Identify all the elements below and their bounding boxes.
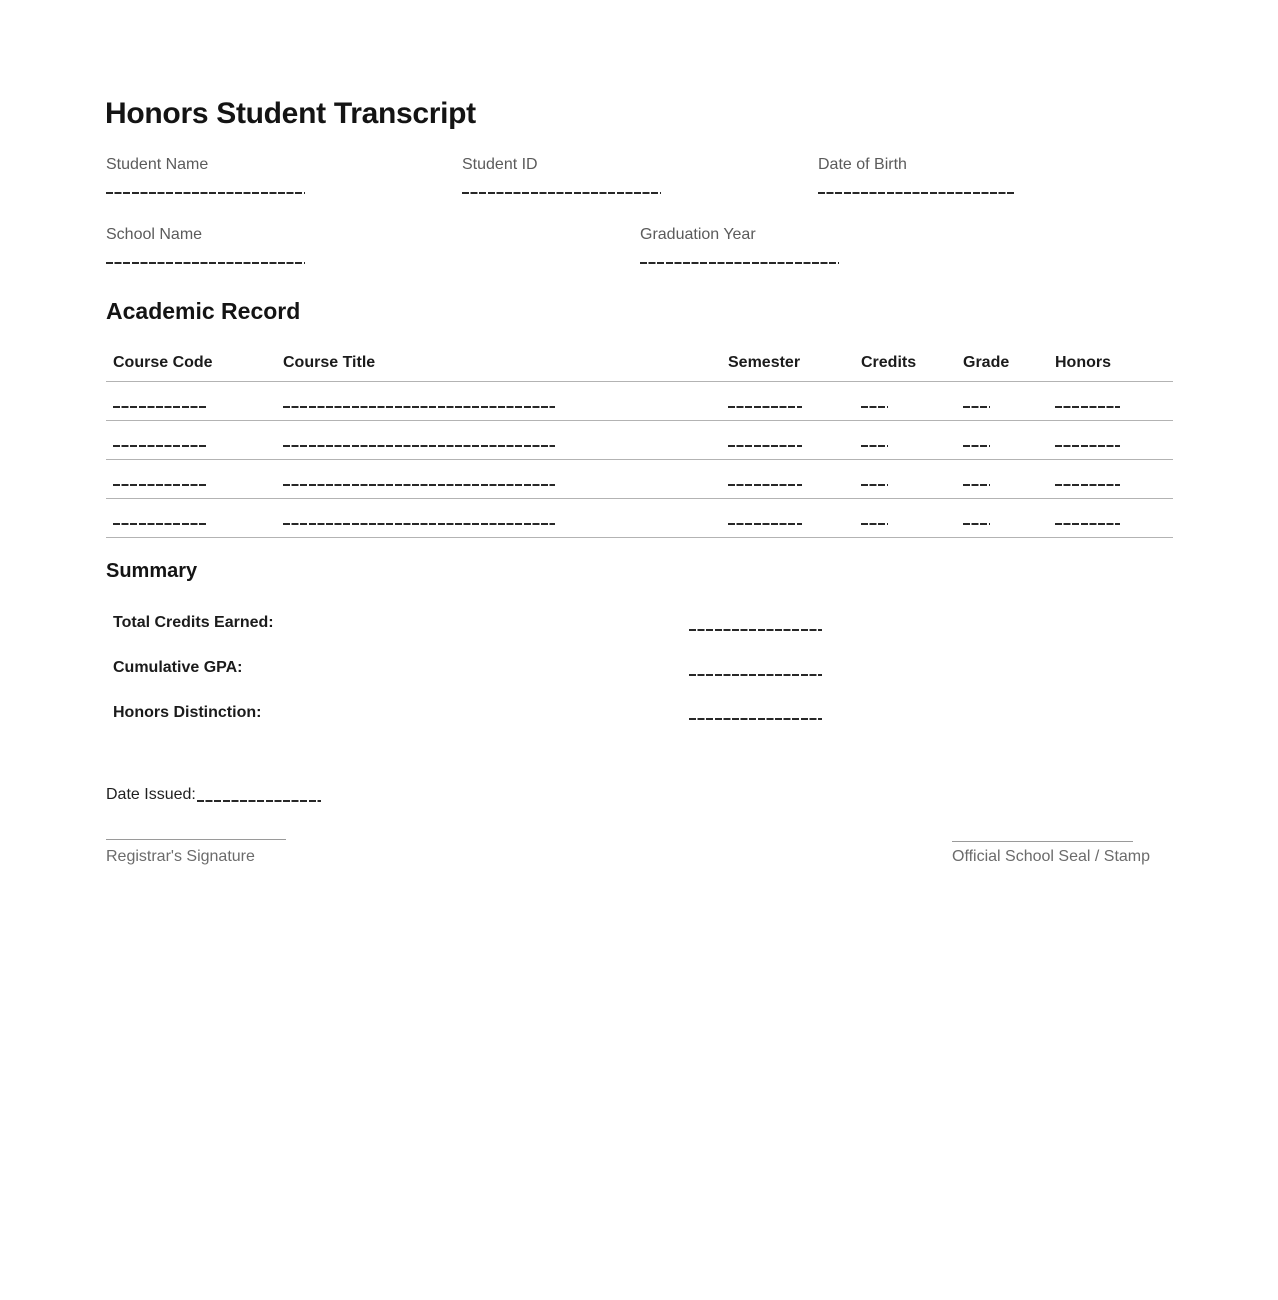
- date-issued-label: Date Issued:: [106, 786, 196, 803]
- cumulative-gpa-blank: [689, 674, 822, 676]
- honors-blank: [1055, 523, 1120, 525]
- col-header-course-code: Course Code: [113, 354, 213, 371]
- graduation-year-blank: [640, 262, 839, 264]
- honors-blank: [1055, 445, 1120, 447]
- date-of-birth-blank: [818, 192, 1016, 194]
- grade-blank: [963, 484, 990, 486]
- honors-distinction-label: Honors Distinction:: [113, 704, 262, 721]
- col-header-honors: Honors: [1055, 354, 1111, 371]
- course-code-blank: [113, 484, 206, 486]
- academic-record-heading: Academic Record: [106, 298, 301, 324]
- date-of-birth-label: Date of Birth: [818, 156, 907, 173]
- total-credits-label: Total Credits Earned:: [113, 614, 274, 631]
- table-row: [106, 382, 1173, 421]
- credits-blank: [861, 445, 888, 447]
- registrar-signature-line: [106, 839, 286, 840]
- credits-blank: [861, 484, 888, 486]
- total-credits-blank: [689, 629, 822, 631]
- grade-blank: [963, 523, 990, 525]
- course-code-blank: [113, 406, 206, 408]
- page-title: Honors Student Transcript: [105, 97, 476, 130]
- table-row: [106, 421, 1173, 460]
- course-title-blank: [283, 406, 555, 408]
- student-name-blank: [106, 192, 305, 194]
- col-header-credits: Credits: [861, 354, 917, 371]
- course-title-blank: [283, 523, 555, 525]
- semester-blank: [728, 406, 802, 408]
- col-header-grade: Grade: [963, 354, 1010, 371]
- semester-blank: [728, 523, 802, 525]
- cumulative-gpa-label: Cumulative GPA:: [113, 659, 243, 676]
- credits-blank: [861, 406, 888, 408]
- course-code-blank: [113, 445, 206, 447]
- semester-blank: [728, 484, 802, 486]
- credits-blank: [861, 523, 888, 525]
- school-seal-line: [952, 841, 1133, 842]
- grade-blank: [963, 445, 990, 447]
- table-row: [106, 499, 1173, 538]
- table-header-row: [106, 352, 1173, 382]
- registrar-signature-label: Registrar's Signature: [106, 848, 255, 865]
- student-id-blank: [462, 192, 661, 194]
- graduation-year-label: Graduation Year: [640, 226, 756, 243]
- student-name-label: Student Name: [106, 156, 209, 173]
- table-body: [106, 382, 1173, 538]
- date-issued-blank: [197, 800, 321, 802]
- course-code-blank: [113, 523, 206, 525]
- table-row: [106, 460, 1173, 499]
- honors-distinction-blank: [689, 718, 822, 720]
- course-title-blank: [283, 445, 555, 447]
- col-header-semester: Semester: [728, 354, 801, 371]
- summary-heading: Summary: [106, 560, 198, 582]
- semester-blank: [728, 445, 802, 447]
- honors-blank: [1055, 406, 1120, 408]
- academic-record-table: [106, 352, 1173, 538]
- school-seal-label: Official School Seal / Stamp: [952, 848, 1151, 865]
- honors-blank: [1055, 484, 1120, 486]
- school-name-blank: [106, 262, 305, 264]
- grade-blank: [963, 406, 990, 408]
- course-title-blank: [283, 484, 555, 486]
- school-name-label: School Name: [106, 226, 203, 243]
- student-id-label: Student ID: [462, 156, 538, 173]
- col-header-course-title: Course Title: [283, 354, 376, 371]
